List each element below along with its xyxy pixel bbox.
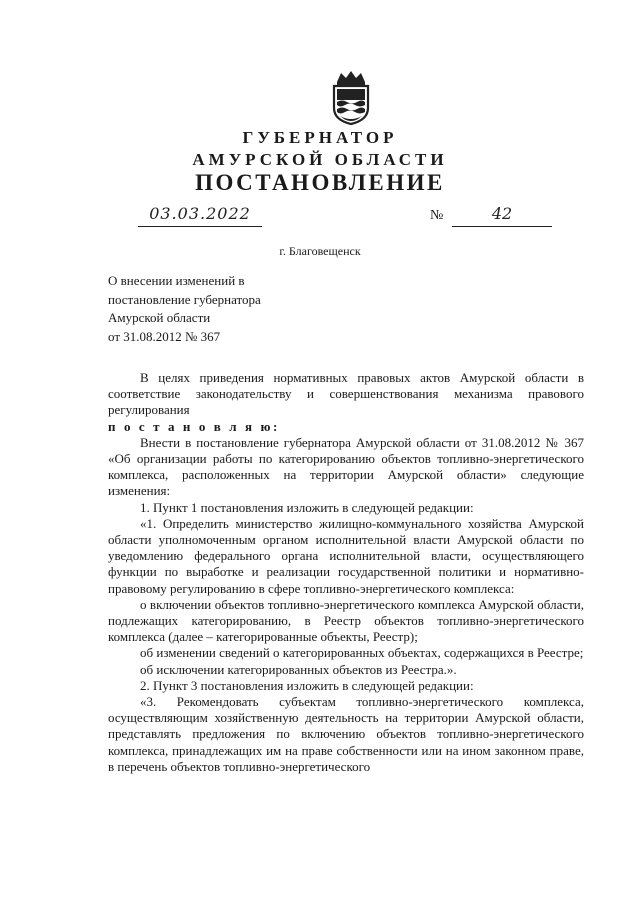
document-subject — [108, 272, 261, 346]
city: г. Благовещенск — [279, 244, 361, 258]
document-number: 42 — [452, 204, 552, 227]
subject-line: О внесении изменений в — [108, 273, 245, 288]
body-paragraph: 1. Пункт 1 постановления изложить в следующей редакции: — [140, 499, 474, 515]
body-paragraph: об исключении категорированных объектов из Реестра.». — [140, 661, 457, 677]
preamble-paragraph: В целях приведения нормативных правовых актов Амурской области в соответствие законодательству и совершенствования механизма правового регулирования — [108, 370, 584, 418]
document-body — [108, 370, 584, 775]
issuer-title: ГУБЕРНАТОР — [242, 128, 398, 147]
number-label: № — [430, 208, 444, 223]
document-type: ПОСТАНОВЛЕНИЕ — [195, 170, 445, 195]
document-date: 03.03.2022 — [138, 204, 262, 227]
coat-of-arms-emblem — [328, 68, 374, 126]
body-paragraph: 2. Пункт 3 постановления изложить в следующей редакции: — [140, 677, 474, 693]
body-paragraph: о включении объектов топливно-энергетического комплекса Амурской области, подлежащих категорированию, в Реестр объектов топливно-энергетического комплекса (далее – категорированные объекты, Реестр); — [108, 596, 584, 645]
subject-line: Амурской области — [108, 310, 211, 325]
resolution-word: п о с т а н о в л я ю: — [108, 418, 280, 434]
body-paragraph: «1. Определить министерство жилищно-коммунального хозяйства Амурской области уполномоченным органом исполнительной власти Амурской области по уведомлению федерального органа исполнительной власти, осуществляющего функции по выработке и реализации государственной политики и нормативно-правовому регулированию в сфере топливно-энергетического комплекса: — [108, 515, 584, 596]
subject-line: постановление губернатора — [108, 291, 261, 307]
body-paragraph: «3. Рекомендовать субъектам топливно-энергетического комплекса, осуществляющим хозяйственную деятельность на территории Амурской области, представлять предложения по включению объектов топливно-энергетического комплекса, принадлежащих им на праве собственности или на ином законном праве, в перечень объектов топливно-энергетического — [108, 694, 584, 774]
subject-line: от 31.08.2012 № 367 — [108, 328, 221, 344]
body-paragraph: Внести в постановление губернатора Амурской области от 31.08.2012 № 367 «Об организации работы по категорированию объектов топливно-энергетического комплекса, расположенных на территории Амурской области» следующие изменения: — [108, 434, 584, 499]
issuer-region: АМУРСКОЙ ОБЛАСТИ — [192, 150, 448, 169]
body-paragraph: об изменении сведений о категорированных объектах, содержащихся в Реестре; — [140, 645, 584, 661]
